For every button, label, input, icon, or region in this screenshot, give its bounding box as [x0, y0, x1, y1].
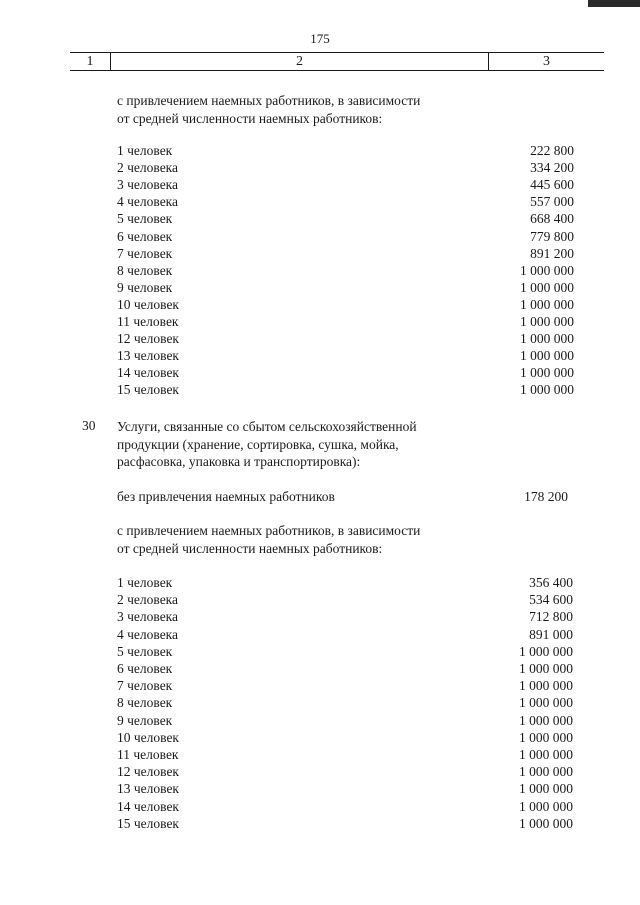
row-label: без привлечения наемных работников [117, 489, 335, 504]
table-row [117, 643, 573, 660]
table-row [117, 279, 574, 296]
row-label: 8 человек [117, 695, 173, 711]
row-label: 11 человек [117, 747, 179, 762]
table-row [117, 591, 573, 608]
table-row [117, 780, 573, 797]
row-value: 1 000 000 [519, 781, 573, 797]
row-label: 9 человек [117, 712, 173, 728]
row-value: 1 000 000 [519, 678, 573, 694]
row-value: 1 000 000 [520, 314, 574, 329]
table-row [117, 626, 573, 643]
table-row [117, 729, 573, 746]
table-row [117, 381, 574, 398]
table-row [117, 746, 573, 763]
table-row [117, 347, 574, 364]
table-row [117, 159, 574, 176]
table-row [117, 245, 574, 262]
row-value: 891 200 [530, 245, 574, 261]
row-value: 1 000 000 [519, 747, 573, 762]
header-rule-bottom [70, 70, 604, 71]
row-label: 8 человек [117, 262, 173, 278]
row-label: 4 человека [117, 194, 179, 210]
row-value: 779 800 [530, 228, 574, 244]
row-label: 2 человека [117, 592, 179, 608]
column-header-2: 2 [296, 54, 303, 69]
column-header [70, 52, 604, 72]
row-value: 1 000 000 [520, 382, 574, 398]
row-label: 14 человек [117, 798, 179, 814]
row-label: 6 человек [117, 661, 173, 676]
row-label: 11 человек [117, 314, 179, 329]
row-label: 14 человек [117, 365, 179, 381]
heading-line: от средней численности наемных работников: [117, 110, 383, 126]
row-label: 5 человек [117, 643, 173, 659]
table-row [117, 574, 573, 591]
heading-line: с привлечением наемных работников, в зависимости [117, 93, 421, 108]
row-label: 7 человек [117, 678, 173, 694]
column-header-3: 3 [543, 54, 550, 69]
row-value: 891 000 [529, 626, 573, 642]
heading-line: от средней численности наемных работников: [117, 540, 383, 556]
table-row [117, 677, 573, 694]
without-hired-row [117, 488, 568, 505]
page-number: 175 [310, 31, 330, 46]
row-label: 6 человек [117, 228, 173, 244]
header-rule-top [70, 52, 604, 53]
row-value: 1 000 000 [520, 296, 574, 312]
row-label: 2 человека [117, 160, 179, 176]
table-row [117, 296, 574, 313]
row-label: 13 человек [117, 781, 179, 797]
table-row [117, 815, 573, 832]
row-label: 1 человек [117, 143, 173, 158]
row-label: 10 человек [117, 729, 179, 745]
row-value: 668 400 [530, 211, 574, 227]
heading-line: с привлечением наемных работников, в зависимости [117, 523, 421, 538]
row-value: 557 000 [530, 194, 574, 210]
row-value: 445 600 [530, 177, 574, 193]
row-label: 7 человек [117, 245, 173, 261]
table-row [117, 798, 573, 815]
row-value: 1 000 000 [519, 815, 573, 831]
section-a-heading [117, 92, 420, 127]
row-value: 1 000 000 [519, 712, 573, 728]
row-label: 15 человек [117, 815, 179, 831]
row-value: 1 000 000 [519, 661, 573, 676]
row-value: 1 000 000 [520, 365, 574, 381]
table-row [117, 313, 574, 330]
table-row [117, 694, 573, 711]
row-label: 3 человека [117, 177, 179, 193]
table-row [117, 660, 573, 677]
table-row [117, 228, 574, 245]
row-value: 1 000 000 [520, 348, 574, 364]
row-label: 12 человек [117, 764, 179, 780]
row-value: 534 600 [529, 592, 573, 608]
row-value: 356 400 [529, 575, 573, 590]
row-label: 3 человека [117, 609, 179, 625]
row-label: 4 человека [117, 626, 179, 642]
table-row [117, 262, 574, 279]
row-label: 15 человек [117, 382, 179, 398]
table-row [117, 193, 574, 210]
title-line: расфасовка, упаковка и транспортировка): [117, 454, 361, 469]
row-value: 712 800 [529, 609, 573, 625]
item-30-title [117, 418, 417, 471]
row-value: 1 000 000 [520, 279, 574, 295]
row-label: 5 человек [117, 211, 173, 227]
row-value: 1 000 000 [519, 764, 573, 780]
item-number: 30 [82, 418, 96, 433]
table-row [117, 712, 573, 729]
row-label: 9 человек [117, 279, 173, 295]
row-value: 334 200 [530, 160, 574, 176]
row-value: 222 800 [530, 143, 574, 158]
table-row [117, 330, 574, 347]
row-value: 1 000 000 [519, 798, 573, 814]
row-label: 12 человек [117, 331, 179, 347]
row-value: 1 000 000 [520, 262, 574, 278]
row-value: 1 000 000 [520, 331, 574, 347]
row-value: 1 000 000 [519, 643, 573, 659]
row-label: 10 человек [117, 296, 179, 312]
table-row [117, 364, 574, 381]
row-value: 1 000 000 [519, 729, 573, 745]
section-b-heading [117, 522, 420, 557]
column-header-1: 1 [86, 54, 94, 69]
table-row [117, 608, 573, 625]
title-line: Услуги, связанные со сбытом сельскохозяйственной [117, 419, 417, 434]
table-row [117, 210, 574, 227]
table-row [117, 142, 574, 159]
corner-scan-mark [588, 0, 640, 7]
table-row [117, 176, 574, 193]
row-value: 178 200 [524, 489, 568, 504]
row-label: 1 человек [117, 575, 173, 590]
title-line: продукции (хранение, сортировка, сушка, мойка, [117, 436, 399, 452]
row-label: 13 человек [117, 348, 179, 364]
row-value: 1 000 000 [519, 695, 573, 711]
table-row [117, 763, 573, 780]
